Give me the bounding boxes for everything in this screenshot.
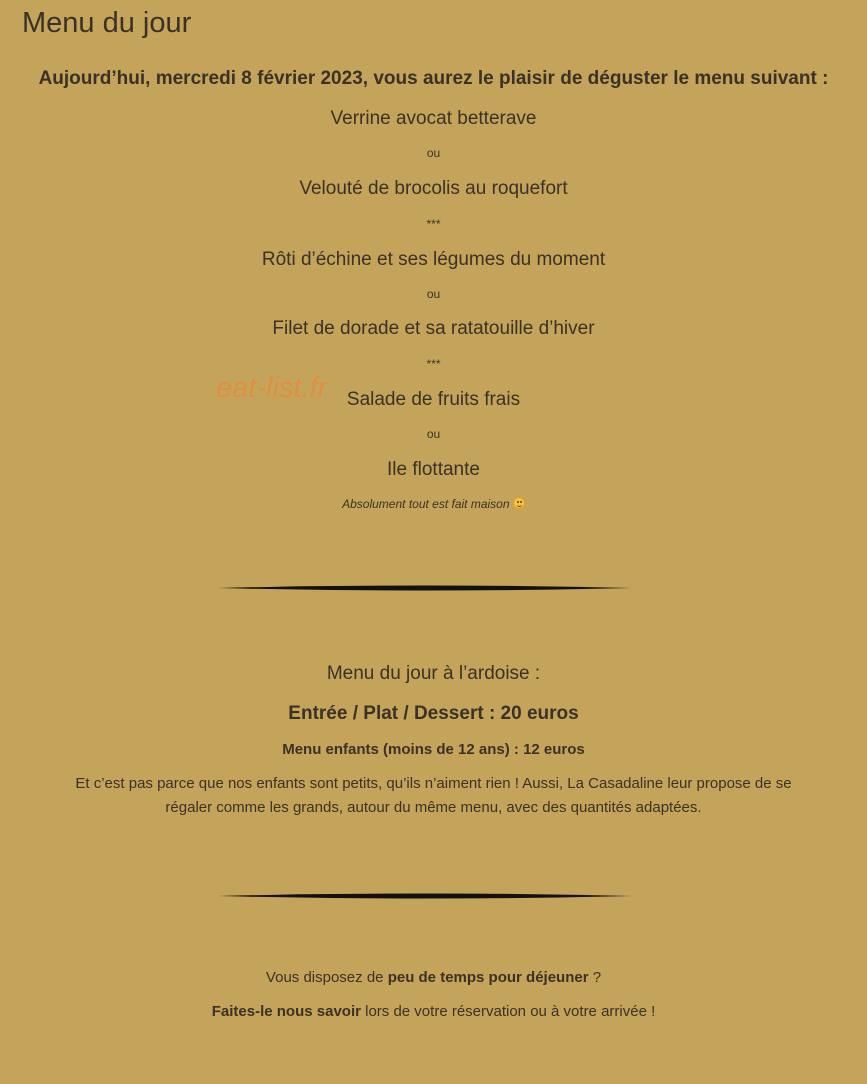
kids-menu-price: Menu enfants (moins de 12 ans) : 12 euros xyxy=(282,741,585,758)
section-divider-2 xyxy=(218,892,632,900)
slate-menu-heading: Menu du jour à l’ardoise : xyxy=(326,663,541,684)
reservation-hint-emphasis: Faites-le nous savoir xyxy=(211,1003,361,1020)
page-title: Menu du jour xyxy=(22,7,192,39)
homemade-note-text: Absolument tout est fait maison xyxy=(342,497,510,511)
reservation-hint-text: lors de votre réservation ou à votre arrivée ! xyxy=(360,1003,656,1020)
menu-intro: Aujourd’hui, mercredi 8 février 2023, vous aurez le plaisir de déguster le menu suivant : xyxy=(38,68,829,89)
menu-course-separator-1: *** xyxy=(426,217,441,231)
quick-lunch-text-before: Vous disposez de xyxy=(265,969,388,986)
slightly-smiling-face-icon xyxy=(513,497,525,509)
menu-or-separator-2: ou xyxy=(426,287,441,301)
quick-lunch-line xyxy=(0,967,867,989)
menu-item-starter-1: Verrine avocat betterave xyxy=(330,108,537,129)
kids-menu-description xyxy=(40,772,827,820)
kids-menu-description-line-2: régaler comme les grands, autour du même menu, avec des quantités adaptées. xyxy=(165,799,702,816)
watermark-logo: eat-list.fr xyxy=(216,372,328,404)
homemade-note xyxy=(0,496,867,512)
menu-item-main-2: Filet de dorade et sa ratatouille d’hiver xyxy=(272,318,595,339)
main-menu-price: Entrée / Plat / Dessert : 20 euros xyxy=(288,703,579,724)
reservation-hint-line xyxy=(0,1001,867,1023)
menu-or-separator-1: ou xyxy=(426,146,441,160)
menu-course-separator-2: *** xyxy=(426,357,441,371)
kids-menu-description-line-1: Et c’est pas parce que nos enfants sont petits, qu’ils n’aiment rien ! Aussi, La Casadaline leur propose de se xyxy=(75,775,792,792)
quick-lunch-text-after: ? xyxy=(588,969,602,986)
menu-item-dessert-2: Ile flottante xyxy=(387,459,480,480)
quick-lunch-emphasis: peu de temps pour déjeuner xyxy=(387,969,589,986)
menu-or-separator-3: ou xyxy=(426,427,441,441)
menu-item-main-1: Rôti d’échine et ses légumes du moment xyxy=(261,249,606,270)
menu-item-starter-2: Velouté de brocolis au roquefort xyxy=(299,178,568,199)
section-divider-1 xyxy=(218,584,632,592)
menu-item-dessert-1: Salade de fruits frais xyxy=(346,389,521,410)
